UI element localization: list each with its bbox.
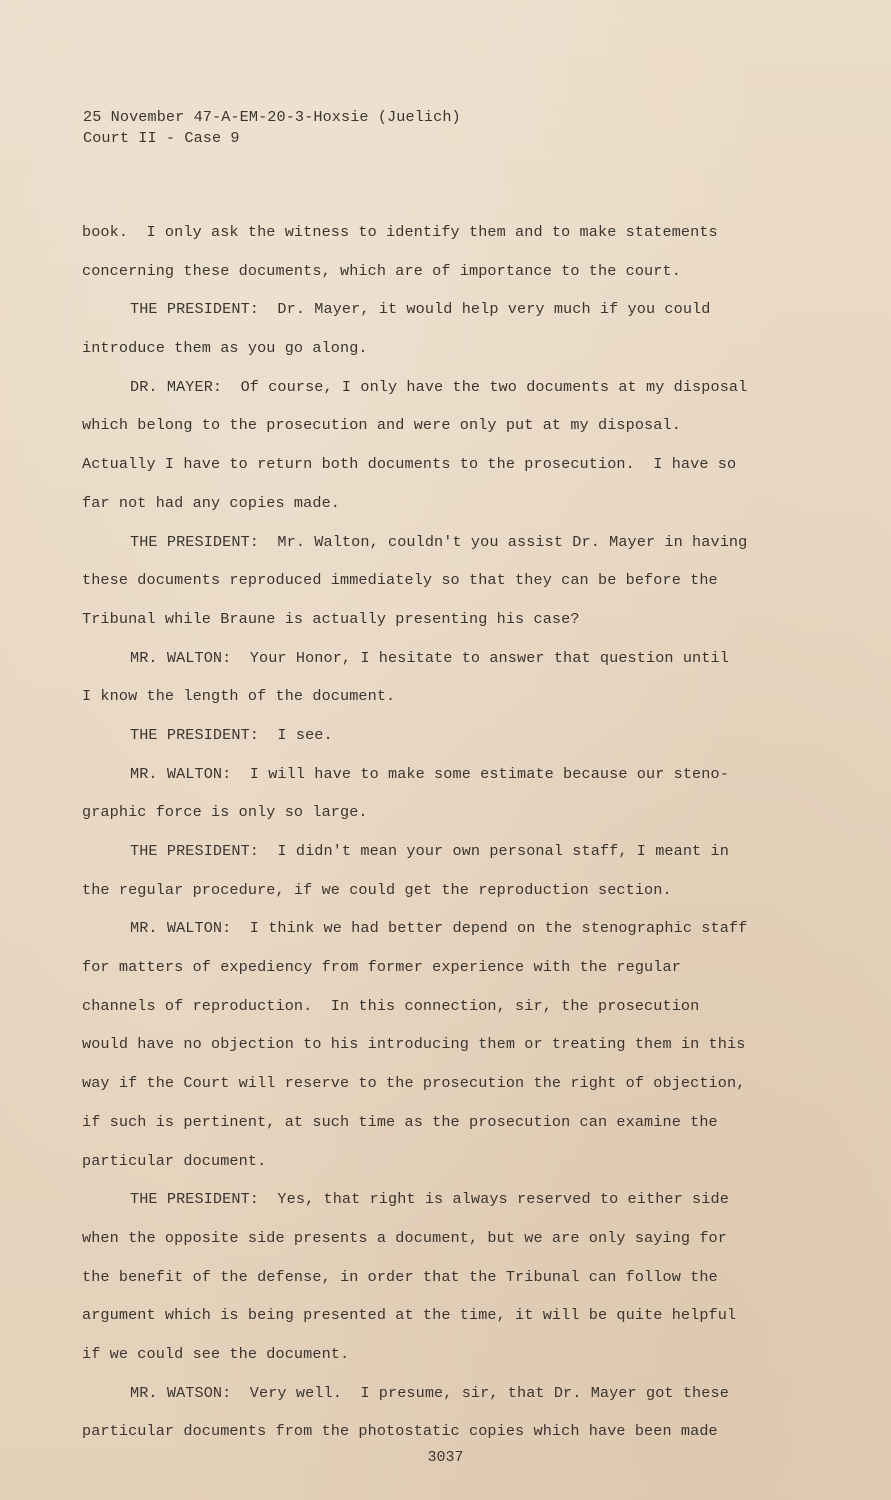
transcript-line: for matters of expediency from former experience with the regular — [82, 958, 681, 977]
transcript-line: THE PRESIDENT: Yes, that right is always reserved to either side — [130, 1190, 729, 1209]
transcript-line: introduce them as you go along. — [82, 339, 368, 358]
transcript-line: MR. WALTON: I think we had better depend on the stenographic staff — [130, 919, 748, 938]
transcript-line: I know the length of the document. — [82, 687, 396, 706]
transcript-line: if such is pertinent, at such time as the prosecution can examine the — [82, 1112, 718, 1131]
header-court-case: Court II - Case 9 — [83, 129, 240, 147]
transcript-body — [82, 221, 782, 1459]
transcript-line: would have no objection to his introducing them or treating them in this — [82, 1035, 746, 1054]
transcript-line: book. I only ask the witness to identify them and to make statements — [82, 223, 718, 241]
transcript-line: Actually I have to return both documents to the prosecution. I have so — [82, 455, 737, 474]
transcript-line: which belong to the prosecution and were only put at my disposal. — [82, 416, 681, 435]
transcript-line: channels of reproduction. In this connection, sir, the prosecution — [82, 996, 700, 1015]
transcript-line: MR. WALTON: I will have to make some estimate because our steno- — [130, 764, 729, 783]
transcript-line: way if the Court will reserve to the prosecution the right of objection, — [82, 1074, 746, 1093]
transcript-line: THE PRESIDENT: Dr. Mayer, it would help very much if you could — [130, 300, 711, 319]
transcript-line: particular documents from the photostatic copies which have been made — [82, 1422, 718, 1441]
transcript-line: if we could see the document. — [82, 1344, 350, 1363]
transcript-line: THE PRESIDENT: Mr. Walton, couldn't you assist Dr. Mayer in having — [130, 532, 748, 551]
transcript-line: DR. MAYER: Of course, I only have the two documents at my disposal — [130, 377, 748, 396]
transcript-line: the benefit of the defense, in order that the Tribunal can follow the — [82, 1267, 718, 1286]
transcript-line: MR. WALTON: Your Honor, I hesitate to answer that question until — [130, 648, 729, 667]
transcript-line: when the opposite side presents a document, but we are only saying for — [82, 1228, 727, 1247]
transcript-line: graphic force is only so large. — [82, 803, 368, 822]
transcript-line: far not had any copies made. — [82, 493, 340, 512]
transcript-line: these documents reproduced immediately so that they can be before the — [82, 571, 718, 590]
transcript-line: THE PRESIDENT: I see. — [130, 725, 333, 744]
transcript-line: concerning these documents, which are of importance to the court. — [82, 261, 681, 280]
transcript-line: MR. WATSON: Very well. I presume, sir, that Dr. Mayer got these — [130, 1383, 729, 1402]
page-number: 3037 — [427, 1449, 464, 1466]
transcript-line: THE PRESIDENT: I didn't mean your own personal staff, I meant in — [130, 842, 729, 860]
transcript-line: argument which is being presented at the time, it will be quite helpful — [82, 1306, 737, 1325]
transcript-line: particular document. — [82, 1151, 267, 1170]
document-header — [83, 107, 461, 149]
header-date-reference: 25 November 47-A-EM-20-3-Hoxsie (Juelich) — [83, 108, 461, 126]
transcript-line: Tribunal while Braune is actually presenting his case? — [82, 609, 580, 628]
transcript-line: the regular procedure, if we could get the reproduction section. — [82, 880, 672, 899]
